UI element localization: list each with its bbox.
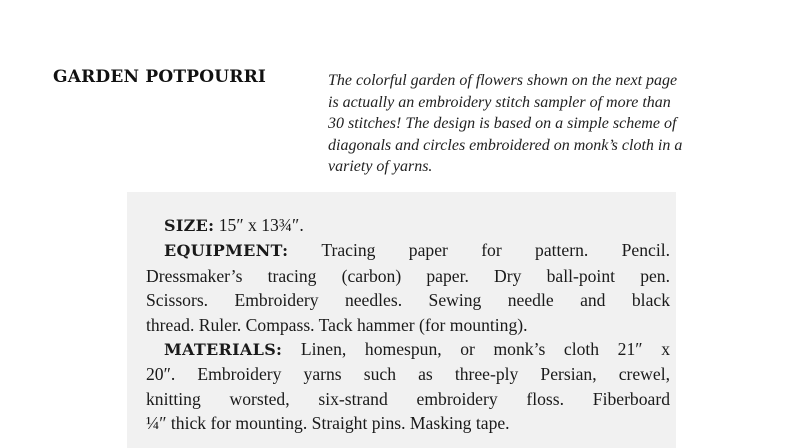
size-label: SIZE:: [164, 216, 215, 235]
equipment-line: Dressmaker’s tracing (carbon) paper. Dry ball-point pen.: [146, 265, 670, 286]
instructions-text: [146, 213, 670, 436]
materials-line: 20″. Embroidery yarns such as three-ply Persian, crewel,: [146, 364, 670, 385]
equipment-line: [146, 238, 670, 263]
materials-line: [146, 337, 670, 362]
materials-label: MATERIALS:: [164, 340, 283, 360]
materials-text: Linen, homespun, or monk’s cloth 21″ x: [300, 339, 670, 360]
intro-line: is actually an embroidery stitch sampler of more than: [328, 93, 671, 111]
intro-line: diagonals and circles embroidered on monk’s cloth in a: [328, 136, 683, 154]
materials-line: knitting worsted, six-strand embroidery floss. Fiberboard: [146, 388, 670, 409]
materials-line: ¼″ thick for mounting. Straight pins. Masking tape.: [146, 413, 510, 434]
equipment-line: thread. Ruler. Compass. Tack hammer (for mounting).: [146, 314, 528, 335]
size-line: [146, 213, 670, 238]
intro-paragraph: [328, 70, 788, 178]
intro-line: The colorful garden of flowers shown on the next page: [328, 72, 678, 89]
intro-line: variety of yarns.: [328, 158, 433, 176]
equipment-label: EQUIPMENT:: [164, 241, 289, 261]
section-heading: GARDEN POTPOURRI: [53, 67, 267, 87]
size-value: 15″ x 13¾″.: [218, 215, 304, 235]
equipment-line: Scissors. Embroidery needles. Sewing needle and black: [146, 290, 670, 311]
equipment-text: Tracing paper for pattern. Pencil.: [321, 240, 670, 261]
intro-line: 30 stitches! The design is based on a simple scheme of: [328, 115, 677, 133]
